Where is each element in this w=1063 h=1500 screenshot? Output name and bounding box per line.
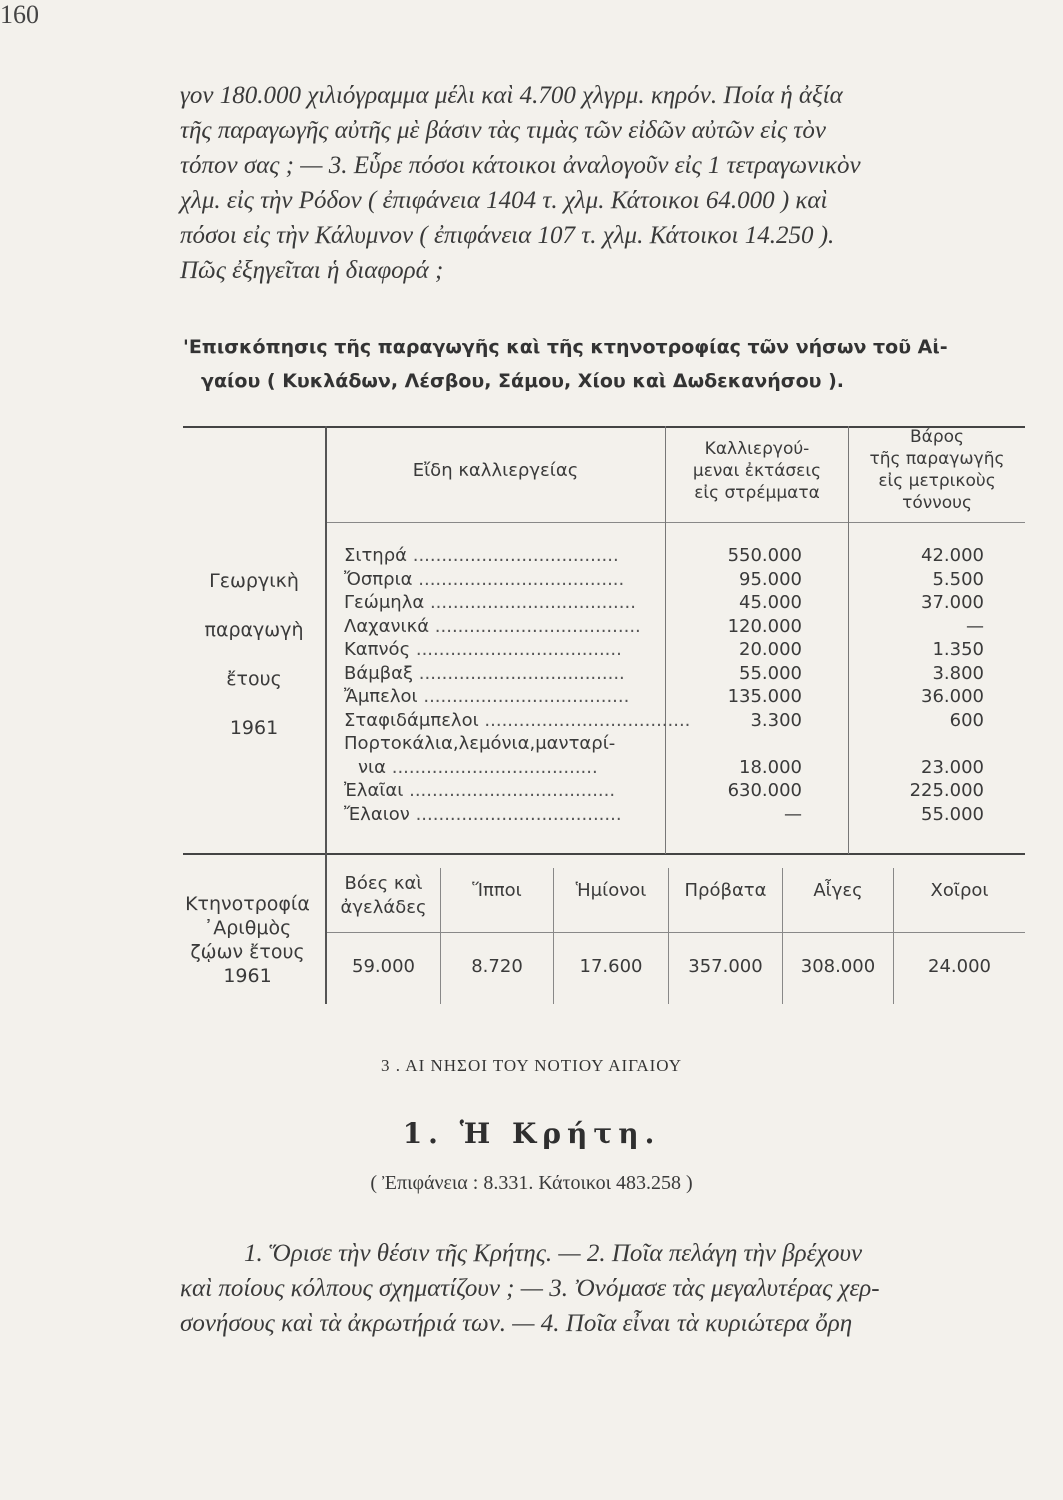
intro-line: τόπον σας ; — 3. Εὗρε πόσοι κάτοικοι ἀναλογοῦν εἰς 1 τετραγωνικὸν bbox=[180, 152, 861, 179]
livestock-header-line: Βόες καὶ bbox=[344, 873, 423, 894]
area-value: 45.000 bbox=[739, 592, 802, 613]
area-value: — bbox=[784, 803, 802, 825]
heading-line: 'Επισκόπησις τῆς παραγωγῆς καὶ τῆς κτηνοτροφίας τῶν νήσων τοῦ Αἰ- bbox=[183, 336, 948, 358]
intro-line: πόσοι εἰς τὴν Κάλυμνον ( ἐπιφάνεια 107 τ. χλμ. Κάτοικοι 14.250 ). bbox=[180, 222, 835, 249]
agriculture-label-line: Γεωργικὴ bbox=[209, 570, 299, 592]
weight-value: 225.000 bbox=[909, 780, 984, 801]
header-rule bbox=[326, 522, 1025, 523]
crop-name: Ἄμπελοι .................................... bbox=[344, 686, 630, 707]
area-header-line: μεναι ἐκτάσεις bbox=[692, 461, 822, 481]
area-value: 135.000 bbox=[727, 686, 802, 707]
weight-header-line: Βάρος bbox=[909, 427, 965, 447]
questions-paragraph bbox=[180, 1236, 1030, 1341]
weight-header-line: τόννους bbox=[902, 493, 972, 513]
livestock-header-horses: Ἵπποι bbox=[472, 880, 522, 901]
heading-line: γαίου ( Κυκλάδων, Λέσβου, Σάμου, Χίου καὶ Δωδεκανήσου ). bbox=[201, 370, 844, 392]
area-value: 120.000 bbox=[727, 615, 802, 637]
area-value: 55.000 bbox=[739, 662, 802, 684]
section-title: 3 . ΑΙ ΝΗΣΟΙ ΤΟΥ ΝΟΤΙΟΥ ΑΙΓΑΙΟΥ bbox=[381, 1056, 682, 1075]
intro-line: Πῶς ἐξηγεῖται ἡ διαφορά ; bbox=[180, 257, 444, 284]
section-rule bbox=[183, 853, 1025, 855]
livestock-header-goats: Αἶγες bbox=[813, 880, 863, 901]
area-header-line: Καλλιεργού- bbox=[704, 439, 810, 459]
table-heading bbox=[183, 330, 1033, 398]
livestock-header-cattle bbox=[327, 872, 440, 920]
livestock-label bbox=[170, 892, 325, 988]
weight-value bbox=[860, 732, 984, 756]
area-value bbox=[670, 732, 802, 756]
area-value: 18.000 bbox=[739, 756, 802, 778]
livestock-label-line: 1961 bbox=[223, 965, 272, 987]
question-line: 1. Ὅρισε τὴν θέσιν τῆς Κρήτης. — 2. Ποῖα πελάγη τὴν βρέχουν bbox=[244, 1240, 863, 1267]
agriculture-label-line: 1961 bbox=[229, 717, 279, 739]
intro-paragraph bbox=[180, 78, 1030, 288]
agriculture-label-line: παραγωγὴ bbox=[204, 619, 304, 641]
livestock-value-mules: 17.600 bbox=[579, 956, 643, 977]
livestock-value-cattle: 59.000 bbox=[352, 956, 415, 977]
livestock-value-horses: 8.720 bbox=[471, 956, 523, 977]
crop-name: Λαχανικά .................................... bbox=[344, 615, 641, 637]
area-header bbox=[666, 438, 848, 504]
question-line: σονήσους καὶ τὰ ἀκρωτήριά των. — 4. Ποῖα εἶναι τὰ κυριώτερα ὄρη bbox=[180, 1310, 853, 1337]
weight-value: 3.800 bbox=[932, 662, 984, 684]
area-value: 630.000 bbox=[727, 780, 802, 801]
crops-header: Εἴδη καλλιεργείας bbox=[412, 460, 579, 481]
weight-value: 36.000 bbox=[921, 686, 984, 707]
area-value: 95.000 bbox=[739, 568, 802, 590]
weight-value: 42.000 bbox=[921, 545, 984, 566]
crop-name: Ἐλαῖαι .................................... bbox=[344, 780, 616, 801]
crop-name: Σιτηρά .................................... bbox=[344, 545, 619, 566]
livestock-header-line: ἀγελάδες bbox=[340, 897, 427, 918]
livestock-header-sheep: Πρόβατα bbox=[684, 880, 767, 901]
livestock-header-mules: Ἡμίονοι bbox=[575, 880, 647, 901]
agriculture-label bbox=[183, 570, 325, 766]
area-value: 20.000 bbox=[739, 639, 802, 660]
crop-name: Ὄσπρια .................................... bbox=[344, 568, 625, 590]
page-number: 160 bbox=[0, 0, 39, 29]
agriculture-label-line: ἔτους bbox=[226, 668, 282, 690]
weight-value: — bbox=[966, 615, 984, 637]
livestock-label-line: Κτηνοτροφία bbox=[185, 893, 310, 915]
livestock-value-goats: 308.000 bbox=[800, 956, 876, 977]
weight-value: 37.000 bbox=[921, 592, 984, 613]
livestock-label-line: ζῴων ἔτους bbox=[190, 941, 305, 963]
weight-header bbox=[849, 426, 1025, 514]
intro-line: γον 180.000 χιλιόγραμμα μέλι καὶ 4.700 χλγρμ. κηρόν. Ποία ἡ ἀξία bbox=[180, 82, 843, 109]
intro-line: τῆς παραγωγῆς αὐτῆς μὲ βάσιν τὰς τιμὰς τῶν εἰδῶν αὐτῶν εἰς τὸν bbox=[180, 117, 826, 144]
crop-name: Πορτοκάλια,λεμόνια,μανταρί- bbox=[344, 733, 616, 754]
livestock-value-pigs: 24.000 bbox=[928, 956, 991, 977]
weight-header-line: τῆς παραγωγῆς bbox=[869, 449, 1005, 469]
question-line: καὶ ποίους κόλπους σχηματίζουν ; — 3. Ὀνόμασε τὰς μεγαλυτέρας χερ- bbox=[180, 1275, 880, 1302]
crop-name: Βάμβαξ .................................... bbox=[344, 662, 625, 684]
crete-stats: ( Ἐπιφάνεια : 8.331. Κάτοικοι 483.258 ) bbox=[370, 1172, 693, 1194]
crop-list bbox=[344, 544, 691, 826]
weight-value: 1.350 bbox=[932, 639, 984, 660]
weight-column bbox=[860, 544, 984, 826]
livestock-header-pigs: Χοῖροι bbox=[930, 880, 989, 901]
weight-value: 600 bbox=[949, 709, 984, 731]
crop-name: Σταφιδάμπελοι .................................... bbox=[344, 709, 691, 731]
crop-name: Γεώμηλα .................................... bbox=[344, 592, 636, 613]
intro-line: χλμ. εἰς τὴν Ρόδον ( ἐπιφάνεια 1404 τ. χλμ. Κάτοικοι 64.000 ) καὶ bbox=[180, 187, 828, 214]
crop-name: Ἔλαιον .................................... bbox=[344, 803, 622, 825]
area-header-line: εἰς στρέμματα bbox=[694, 483, 820, 503]
crop-name: νια .................................... bbox=[358, 756, 598, 778]
area-value: 550.000 bbox=[727, 545, 802, 566]
crete-title: 1. Ἡ Κρήτη. bbox=[402, 1117, 661, 1150]
crop-name: Καπνός .................................... bbox=[344, 639, 622, 660]
area-column bbox=[670, 544, 802, 826]
area-value: 3.300 bbox=[750, 709, 802, 731]
livestock-header-rule bbox=[326, 932, 1025, 933]
weight-value: 5.500 bbox=[932, 568, 984, 590]
weight-value: 55.000 bbox=[921, 803, 984, 825]
weight-header-line: εἰς μετρικοὺς bbox=[878, 471, 996, 491]
livestock-value-sheep: 357.000 bbox=[688, 956, 763, 977]
weight-value: 23.000 bbox=[921, 756, 984, 778]
livestock-label-line: ᾿Αριθμὸς bbox=[203, 917, 292, 939]
